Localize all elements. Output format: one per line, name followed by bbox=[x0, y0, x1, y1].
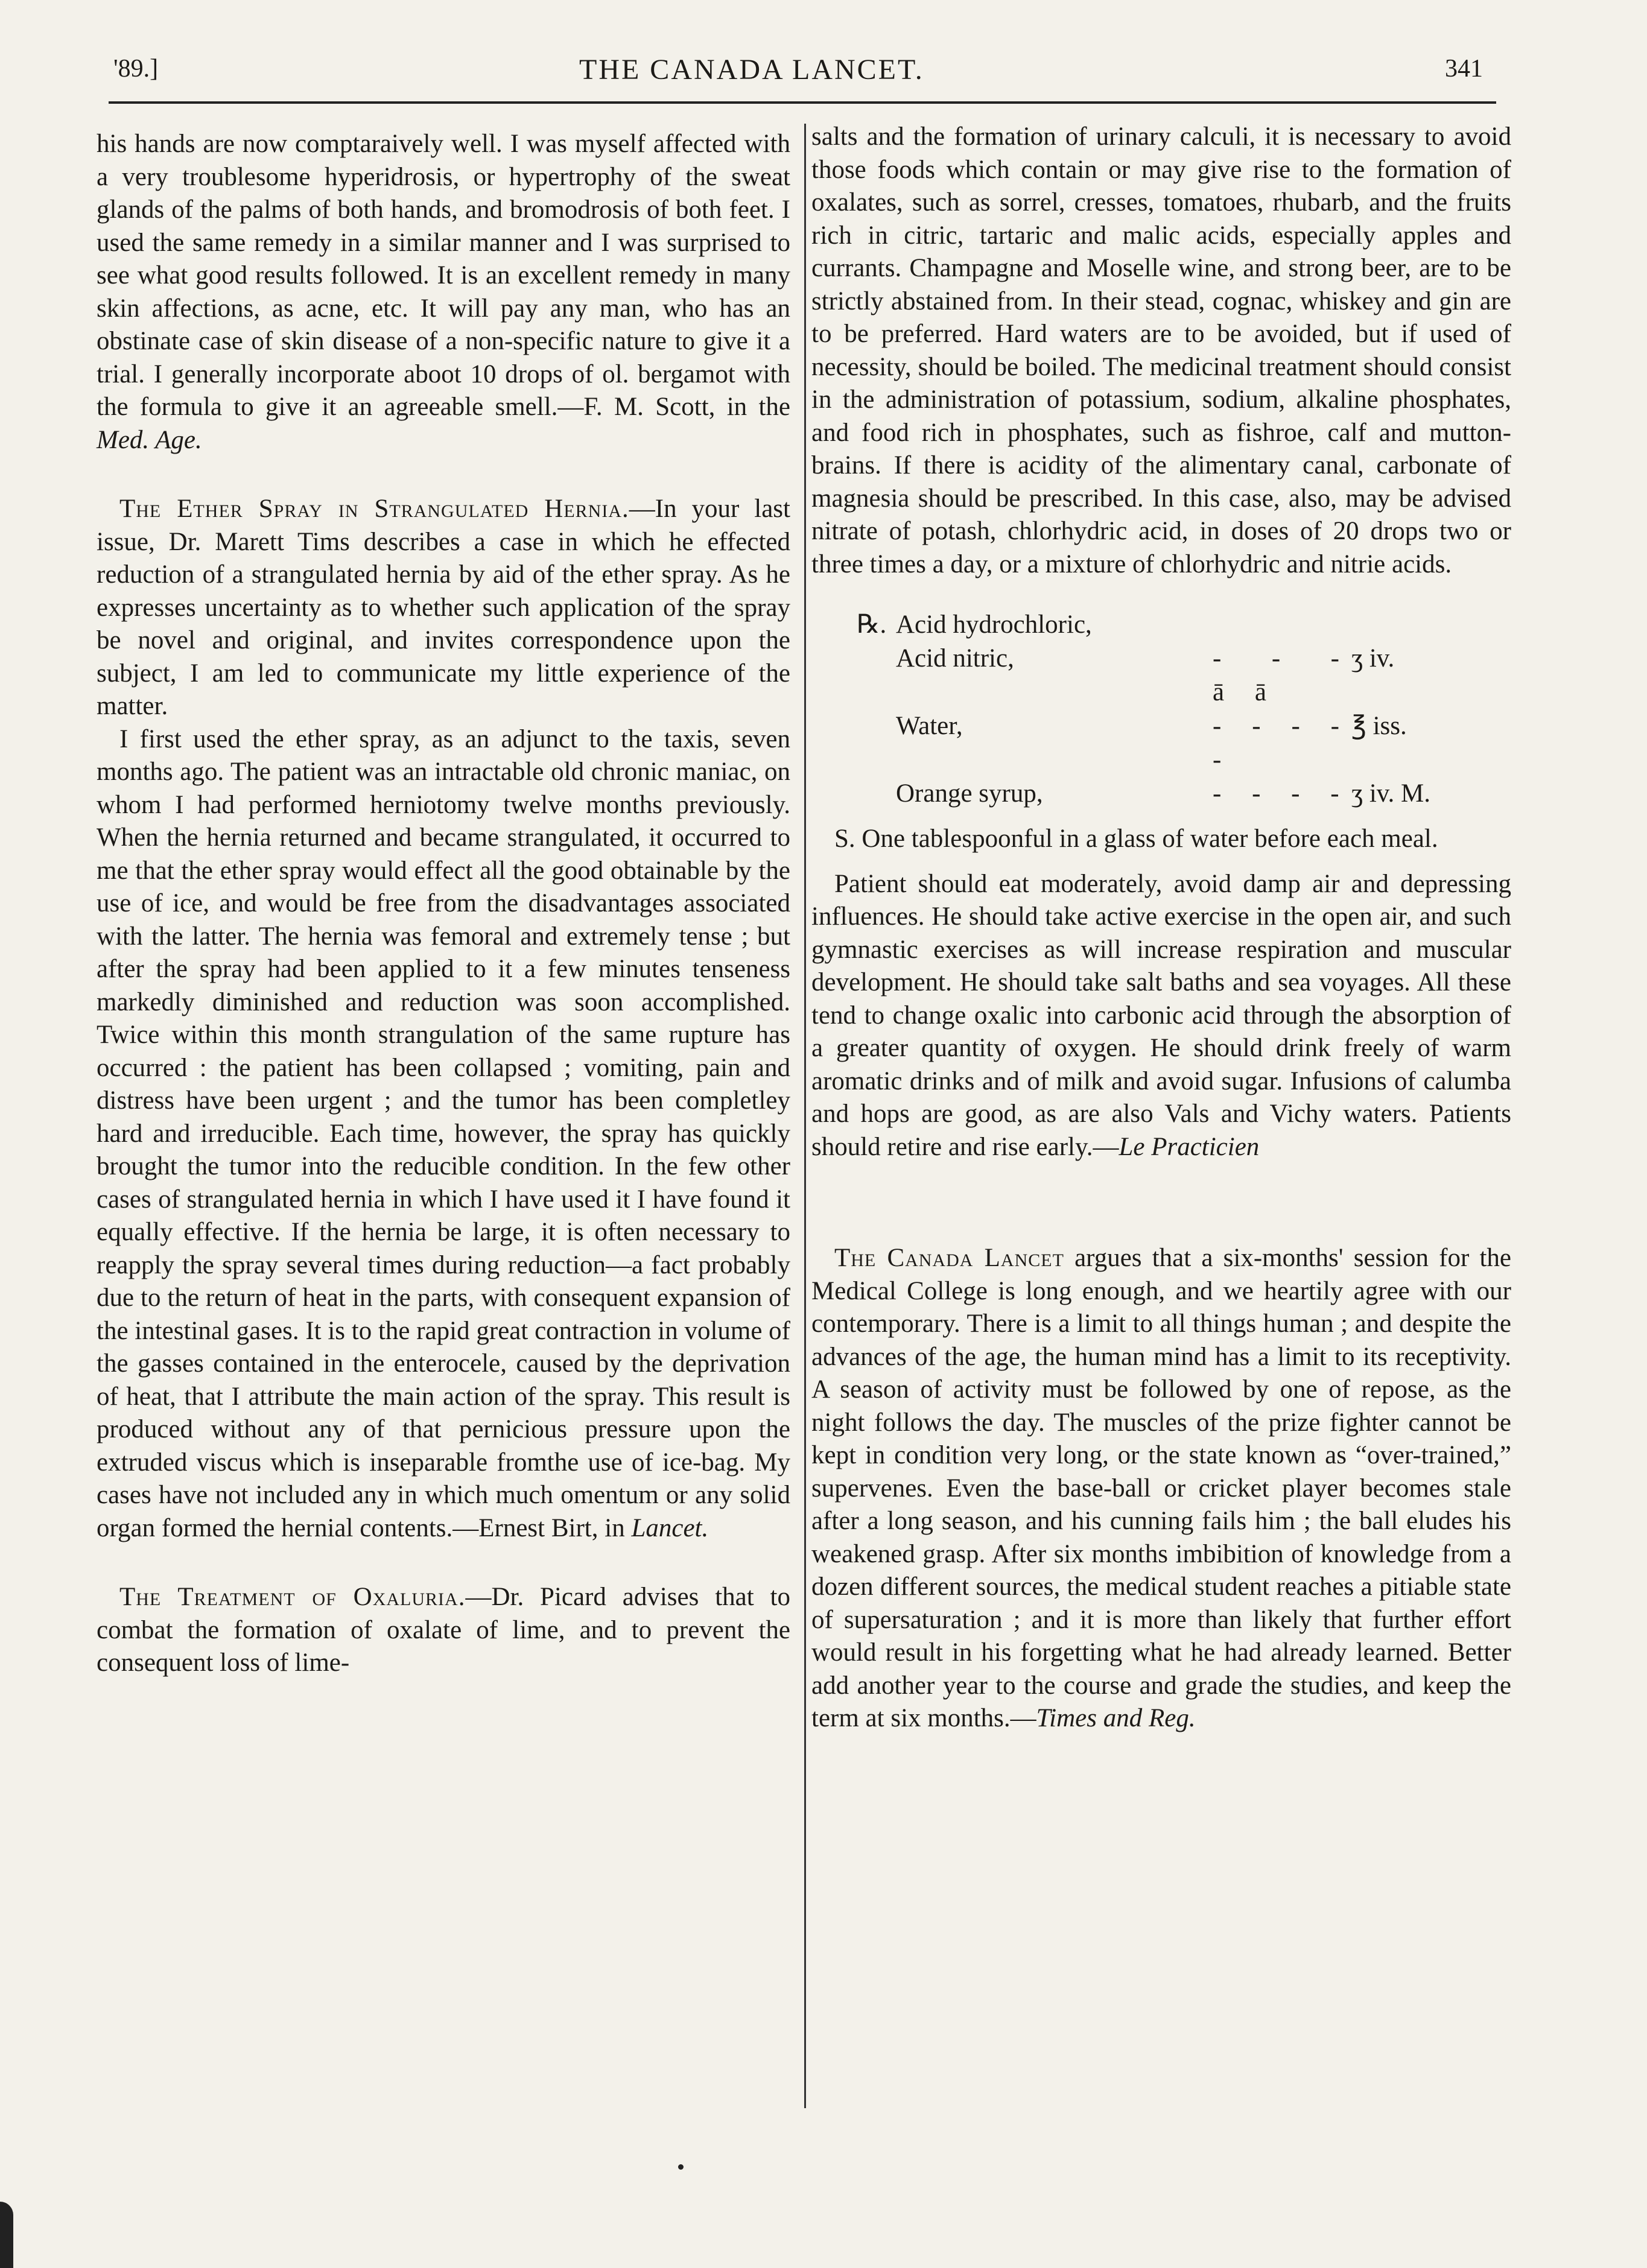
rx-ingredient: Orange syrup, bbox=[896, 779, 1043, 808]
ether-text-2: I first used the ether spray, as an adjunct to the taxis, seven months ago. The patient was an intractable old chronic maniac, on whom I had performed herniotomy twelve months previously. When the hernia returned and became strangulated, it occurred to me that the ether spray would effect all the good obtainable by the use of ice, and would be free from the disadvantages associated with the latter. The hernia was femoral and extremely tense ; but after the spray had been applied to it a few minutes tenseness markedly diminished and reduction was soon accomplished. Twice within this month strangulation of the same rupture has occurred : the patient has been collapsed ; vomiting, pain and distress have been urgent ; and the tumor has been completley hard and irreducible. Each time, however, the spray has quickly brought the tumor into the reducible condition. In the few other cases of strangulated hernia in which I have used it I have found it equally effective. If the hernia be large, it is often necessary to reapply the spray several times during reduction—a fact probably due to the return of heat in the parts, with consequent expansion of the intestinal gases. It is to the rapid great contraction in volume of the gasses contained in the enterocele, caused by the deprivation of heat, that I attribute the main action of the spray. This result is produced without any of that pernicious pressure upon the extruded viscus which is inseparable fromthe use of ice-bag. My cases have not included any in which much omentum or any solid organ formed the hernial contents.—Ernest Birt, in bbox=[97, 724, 790, 1542]
ether-paragraph-1 bbox=[97, 493, 790, 723]
regimen-source: Le Practicien bbox=[1119, 1132, 1260, 1161]
rx-row bbox=[857, 608, 1472, 642]
right-column bbox=[811, 121, 1511, 1735]
rx-ingredient: Acid hydrochloric, bbox=[896, 610, 1092, 639]
ether-paragraph-2 bbox=[97, 723, 790, 1545]
running-head-year: '89.] bbox=[113, 55, 159, 83]
column-divider bbox=[804, 124, 806, 2108]
running-head-title: THE CANADA LANCET. bbox=[579, 54, 924, 86]
regimen-paragraph bbox=[811, 868, 1511, 1164]
recipe-symbol: ℞. bbox=[857, 610, 887, 639]
oxaluria-text: —Dr. Picard advises that to combat the formation of oxalate of lime, and to prevent the consequent loss of lime- bbox=[97, 1583, 790, 1677]
rx-quantity: ʒ iv. bbox=[1351, 644, 1395, 673]
oxaluria-title: The Treatment of Oxaluria. bbox=[119, 1583, 466, 1611]
header-rule bbox=[109, 101, 1496, 104]
rx-quantity bbox=[1351, 608, 1472, 642]
lancet-source: Times and Reg. bbox=[1036, 1704, 1196, 1732]
rx-leader bbox=[1213, 608, 1351, 642]
ether-title: The Ether Spray in Strangulated Hernia. bbox=[119, 495, 629, 523]
lancet-title: The Canada Lancet bbox=[834, 1244, 1064, 1272]
regimen-text: Patient should eat moderately, avoid damp air and depressing influences. He should take active exercise in the open air, and such gymnastic exercises as will increase respiration and muscular development. He should take salt baths and sea voyages. All these tend to change oxalic into carbonic acid through the absorption of a greater quantity of oxygen. He should drink freely of warm aromatic drinks and of milk and avoid sugar. Infusions of calumba and hops are good, as are also Vals and Vichy waters. Patients should retire and rise early.— bbox=[811, 869, 1511, 1161]
scott-paragraph bbox=[97, 128, 790, 457]
rx-leader: - - - - bbox=[1213, 779, 1351, 808]
prescription bbox=[857, 608, 1472, 811]
rx-row bbox=[857, 777, 1472, 811]
rx-quantity: ʒ iv. M. bbox=[1351, 779, 1430, 808]
lancet-text: argues that a six-months' session for the Medical College is long enough, and we heartily agree with our contemporary. There is a limit to all things human ; and despite the advances of the age, the human mind has a limit to its receptivity. A season of activity must be followed by one of repose, as the night follows the day. The muscles of the prize fighter cannot be kept in condition very long, or the state known as “over-trained,” supervenes. Even the base-ball or cricket player becomes stale after a long season, and his cunning fails him ; the ball eludes his weakened grasp. After six months imbibition of knowledge from a dozen different sources, the medical student reaches a pitiable state of supersaturation ; and it is more than likely that further effort would result in his forgetting what he had already learned. Better add another year to the course and grade the studies, and keep the term at six months.— bbox=[811, 1244, 1511, 1732]
ink-speck bbox=[678, 2164, 684, 2170]
rx-quantity: ℥ iss. bbox=[1351, 712, 1407, 740]
page-edge-mark bbox=[0, 2202, 13, 2268]
rx-ingredient: Water, bbox=[896, 712, 963, 740]
left-column bbox=[97, 128, 790, 1680]
oxaluria-paragraph bbox=[97, 1581, 790, 1680]
oxaluria-continued: salts and the formation of urinary calculi, it is necessary to avoid those foods which contain or may give rise to the formation of oxalates, such as sorrel, cresses, tomatoes, rhubarb, and the fruits rich in citric, tartaric and malic acids, especially apples and currants. Champagne and Moselle wine, and strong beer, are to be strictly abstained from. In their stead, cognac, whiskey and gin are to be preferred. Hard waters are to be avoided, but if used of necessity, should be boiled. The medicinal treatment should consist in the administration of potassium, sodium, alkaline phosphates, and food rich in phosphates, such as fishroe, calf and mutton-brains. If there is acidity of the alimentary canal, carbonate of magnesia should be prescribed. In this case, also, may be advised nitrate of potash, chlorhydric acid, in doses of 20 drops two or three times a day, or a mixture of chlorhydric and nitrie acids. bbox=[811, 122, 1511, 578]
scott-source: Med. Age. bbox=[97, 425, 202, 454]
rx-leader: - - - - - bbox=[1213, 712, 1351, 774]
rx-leader: - - - ā ā bbox=[1213, 644, 1351, 706]
rx-row bbox=[857, 709, 1472, 777]
ether-text-1: —In your last issue, Dr. Marett Tims describes a case in which he effected reduction of a strangulated hernia by aid of the ether spray. As he expresses uncertainty as to whether such application of the spray be novel and original, and invites correspondence upon the subject, I am led to communicate my little experience of the matter. bbox=[97, 495, 790, 720]
rx-row bbox=[857, 642, 1472, 709]
lancet-paragraph bbox=[811, 1242, 1511, 1735]
signa-paragraph: S. One tablespoonful in a glass of water before each meal. bbox=[834, 825, 1438, 853]
page-number: 341 bbox=[1445, 55, 1483, 83]
scott-text: his hands are now comptaraively well. I was myself affected with a very troublesome hyperidrosis, or hypertrophy of the sweat glands of the palms of both hands, and bromodrosis of both feet. I used the same remedy in a similar manner and I was surprised to see what good results followed. It is an excellent remedy in many skin affections, as acne, etc. It will pay any man, who has an obstinate case of skin disease of a non-specific nature to give it a trial. I generally incorporate aboot 10 drops of ol. bergamot with the formula to give it an agreeable smell.—F. M. Scott, in the bbox=[97, 130, 790, 421]
rx-ingredient: Acid nitric, bbox=[896, 644, 1014, 673]
ether-source: Lancet. bbox=[631, 1513, 709, 1542]
